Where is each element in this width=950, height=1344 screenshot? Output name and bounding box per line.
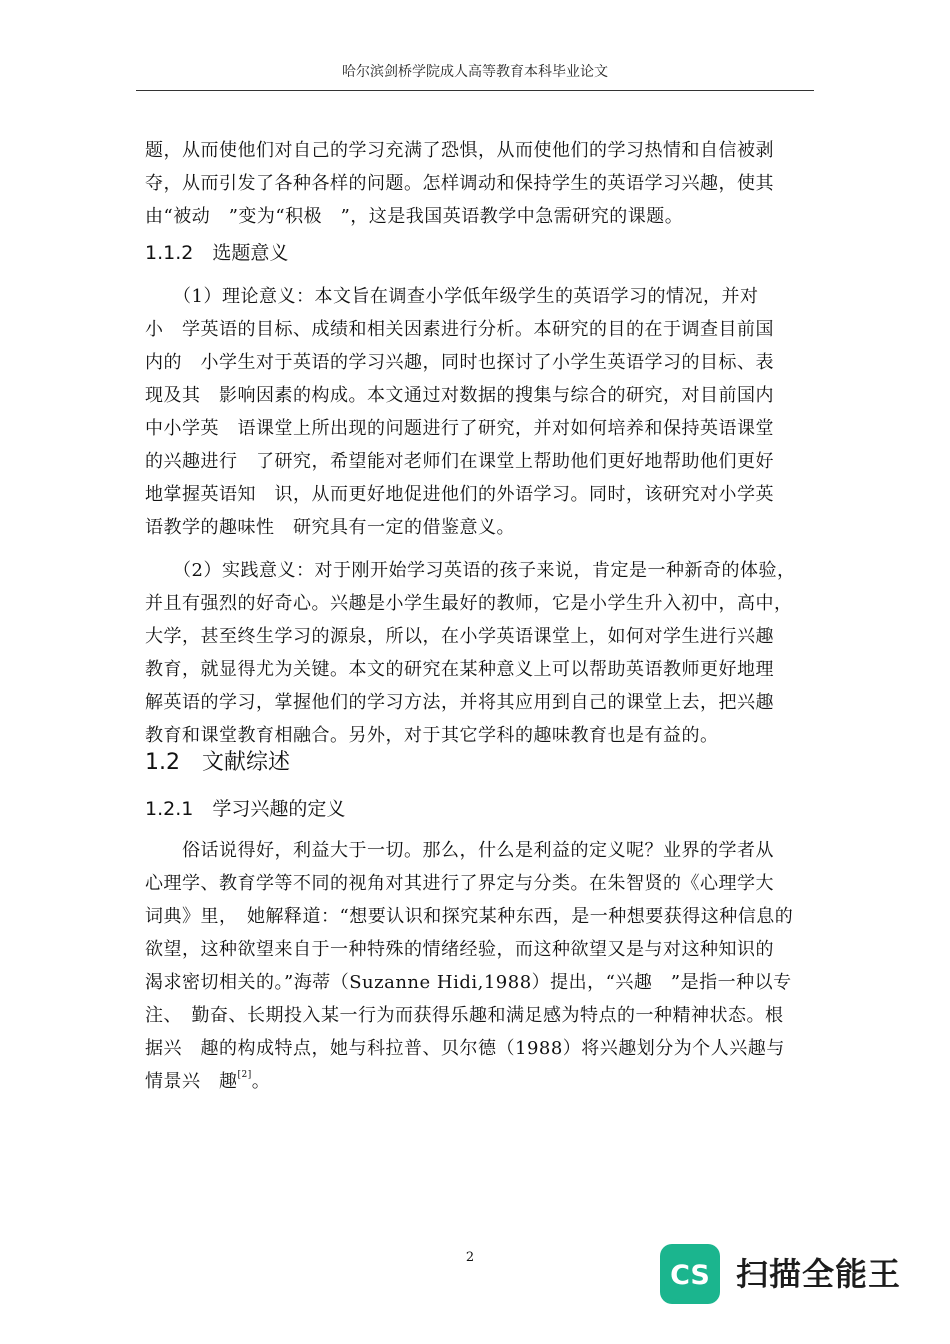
- citation-marker[interactable]: [2]: [237, 1070, 252, 1080]
- body-line: 教育，就显得尤为关键。本文的研究在某种意义上可以帮助英语教师更好地理: [145, 659, 774, 680]
- body-line: 地掌握英语知 识，从而更好地促进他们的外语学习。同时，该研究对小学英: [145, 484, 774, 505]
- body-line: 教育和课堂教育相融合。另外，对于其它学科的趣味教育也是有益的。: [145, 725, 719, 746]
- body-line: 题，从而使他们对自己的学习充满了恐惧，从而使他们的学习热情和自信被剥: [145, 140, 774, 161]
- body-line: 欲望，这种欲望来自于一种特殊的情绪经验，而这种欲望又是与对这种知识的: [145, 939, 774, 960]
- cs-logo-graphic: [660, 1244, 720, 1304]
- last-line-text: 情景兴 趣: [145, 1071, 238, 1092]
- section-heading-1-2-1: 1.2.1 学习兴趣的定义: [145, 798, 346, 820]
- logo-text: CS: [670, 1260, 710, 1291]
- body-line: 解英语的学习，掌握他们的学习方法，并将其应用到自己的课堂上去，把兴趣: [145, 692, 774, 713]
- section-heading-1-2: 1.2 文献综述: [145, 750, 290, 775]
- body-line: 夺，从而引发了各种各样的问题。怎样调动和保持学生的英语学习兴趣，使其: [145, 173, 774, 194]
- body-line: 词典》里， 她解释道：“想要认识和探究某种东西，是一种想要获得这种信息的: [145, 906, 794, 927]
- camscanner-logo-icon: [660, 1244, 720, 1304]
- body-line: 注、 勤奋、长期投入某一行为而获得乐趣和满足感为特点的一种精神状态。根: [145, 1005, 784, 1026]
- body-line: 中小学英 语课堂上所出现的问题进行了研究，并对如何培养和保持英语课堂: [145, 418, 774, 439]
- body-line: 心理学、教育学等不同的视角对其进行了界定与分类。在朱智贤的《心理学大: [145, 873, 774, 894]
- body-line: （1）理论意义：本文旨在调查小学低年级学生的英语学习的情况，并对: [145, 286, 759, 307]
- page-number: 2: [465, 1250, 475, 1265]
- body-line: 语教学的趣味性 研究具有一定的借鉴意义。: [145, 517, 515, 538]
- camscanner-brand-text: 扫描全能王: [736, 1255, 902, 1293]
- section-heading-1-1-2: 1.1.2 选题意义: [145, 242, 289, 264]
- last-line-end: 。: [251, 1071, 271, 1092]
- body-line: 大学，甚至终生学习的源泉，所以，在小学英语课堂上，如何对学生进行兴趣: [145, 626, 774, 647]
- body-line: 并且有强烈的好奇心。兴趣是小学生最好的教师，它是小学生升入初中，高中，: [145, 593, 793, 614]
- body-line: 的兴趣进行 了研究，希望能对老师们在课堂上帮助他们更好地帮助他们更好: [145, 451, 774, 472]
- body-line: 俗话说得好，利益大于一切。那么，什么是利益的定义呢？业界的学者从: [145, 840, 774, 861]
- body-line: 小 学英语的目标、成绩和相关因素进行分析。本研究的目的在于调查目前国: [145, 319, 774, 340]
- body-line: 现及其 影响因素的构成。本文通过对数据的搜集与综合的研究，对目前国内: [145, 385, 774, 406]
- body-line: 由“被动 ”变为“积极 ”，这是我国英语教学中急需研究的课题。: [145, 206, 684, 227]
- running-header: 哈尔滨剑桥学院成人高等教育本科毕业论文: [136, 62, 814, 91]
- body-line: （2）实践意义：对于刚开始学习英语的孩子来说，肯定是一种新奇的体验，: [145, 560, 796, 581]
- body-line: 据兴 趣的构成特点，她与科拉普、贝尔德（1988）将兴趣划分为个人兴趣与: [145, 1038, 785, 1059]
- body-line: 渴求密切相关的。”海蒂（Suzanne Hidi,1988）提出，“兴趣 ”是指一种以专: [145, 972, 792, 993]
- body-line: 内的 小学生对于英语的学习兴趣，同时也探讨了小学生英语学习的目标、表: [145, 352, 774, 373]
- body-line-last: [145, 1070, 825, 1094]
- camscanner-watermark: [660, 1244, 920, 1304]
